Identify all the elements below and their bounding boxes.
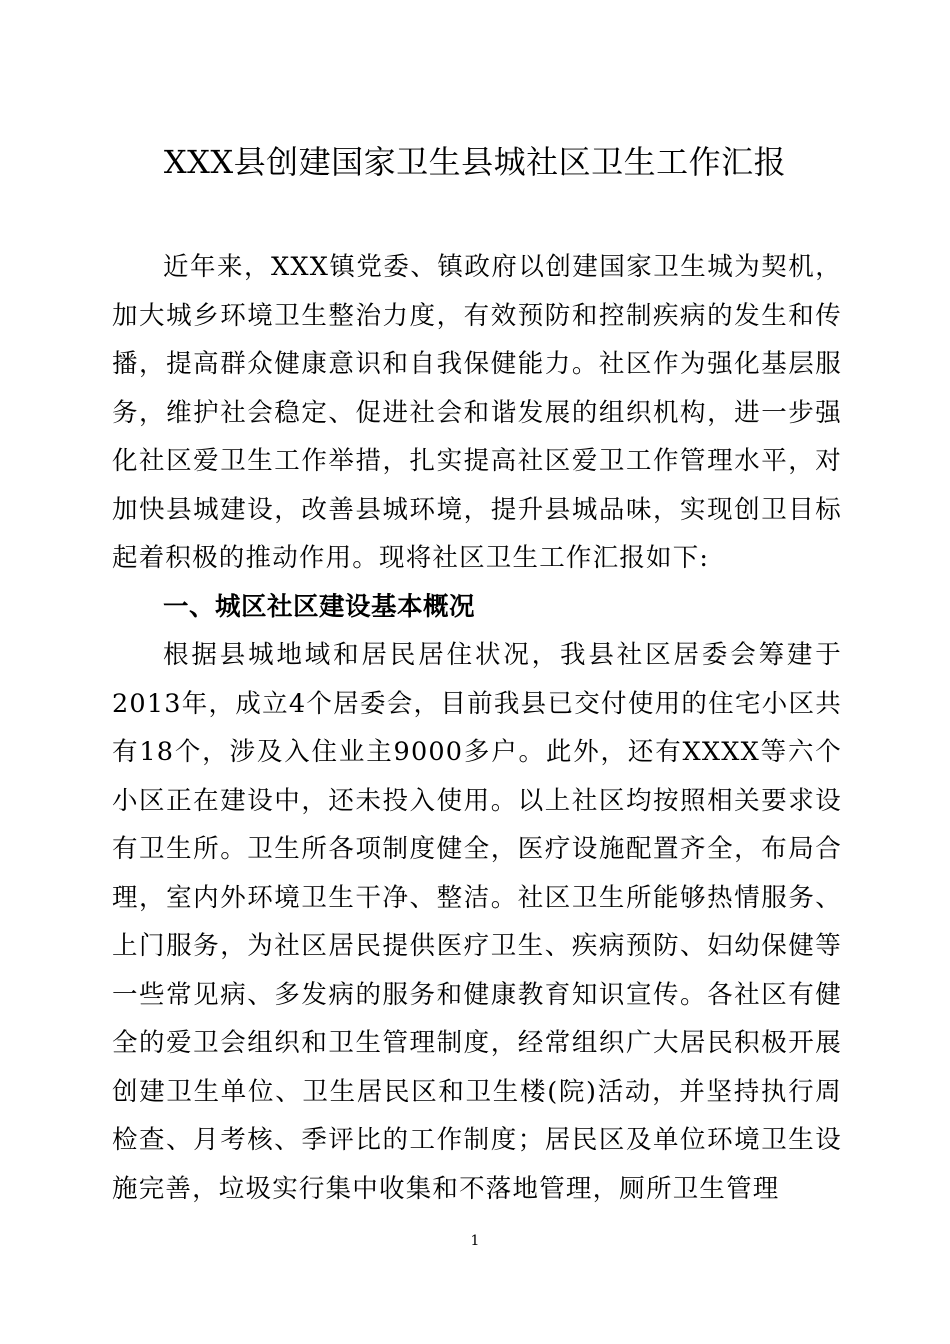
section-heading: 一、城区社区建设基本概况 [163, 591, 476, 622]
intro-paragraph: 近年来，XXX镇党委、镇政府以创建国家卫生城为契机，加大城乡环境卫生整治力度，有效预防和控制疾病的发生和传播，提高群众健康意识和自我保健能力。社区作为强化基层服务，维护社会稳定、促进社会和谐发展的组织机构，进一步强化社区爱卫生工作举措，扎实提高社区爱卫工作管理水平，对加快县城建设，改善县城环境，提升县城品味，实现创卫目标起着积极的推动作用。现将社区卫生工作汇报如下: [112, 252, 842, 573]
document-body [112, 243, 842, 1213]
page-number: 1 [470, 1233, 480, 1249]
page-title: XXX县创建国家卫生县城社区卫生工作汇报 [163, 143, 787, 181]
section-paragraph: 根据县城地域和居民居住状况，我县社区居委会筹建于2013年，成立4个居委会，目前我县已交付使用的住宅小区共有18个，涉及入住业主9000多户。此外，还有XXXX等六个小区正在建设中，还未投入使用。以上社区均按照相关要求设有卫生所。卫生所各项制度健全，医疗设施配置齐全，布局合理，室内外环境卫生干净、整洁。社区卫生所能够热情服务、上门服务，为社区居民提供医疗卫生、疾病预防、妇幼保健等一些常见病、多发病的服务和健康教育知识宣传。各社区有健全的爱卫会组织和卫生管理制度，经常组织广大居民积极开展创建卫生单位、卫生居民区和卫生楼(院)活动，并坚持执行周检查、月考核、季评比的工作制度；居民区及单位环境卫生设施完善，垃圾实行集中收集和不落地管理，厕所卫生管理 [112, 640, 842, 1204]
